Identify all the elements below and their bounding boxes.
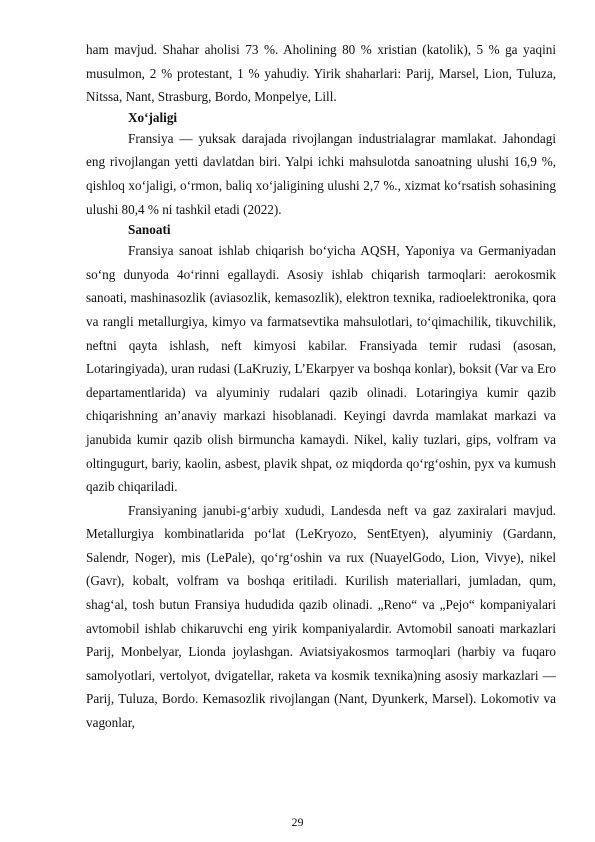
page-number: 29 bbox=[291, 815, 304, 829]
southwest-paragraph: Fransiyaning janubi-g‘arbiy xududi, Landesda neft va gaz zaxiralari mavjud. Metallurgiya kombinatlarida po‘lat (LeKryozo, SentEtyen), alyuminiy (Gardann, Salendr, Noger), mis (LePale), qo‘rg‘oshin va rux (NuayelGodo, Lion, Vivye), nikel (Gavr), kobalt, volfram va boshqa eritiladi. Kurilish materiallari, jumladan, qum, shag‘al, tosh butun Fransiya hududida qazib olinadi. „Reno“ va „Pejo“ kompaniyalari avtomobil ishlab chikaruvchi eng yirik kompaniyalardir. Avtomobil sanoati markazlari Parij, Monbelyar, Lionda joylashgan. Aviatsiyakosmos tarmoqlari (harbiy va fuqaro samolyotlari, vertolyot, dvigatellar, raketa va kosmik texnika)ning asosiy markazlari — Parij, Tuluza, Bordo. Kemasozlik rivojlangan (Nant, Dyunkerk, Marsel). Lokomotiv va vagonlar, bbox=[86, 502, 556, 731]
section-heading-industry: Sanoati bbox=[128, 222, 171, 238]
intro-paragraph: ham mavjud. Shahar aholisi 73 %. Aholining 80 % xristian (katolik), 5 % ga yaqini musulmon, 2 % protestant, 1 % yahudiy. Yirik shaharlari: Parij, Marsel, Lion, Tuluza, Nitssa, Nant, Strasburg, Bordo, Monpelye, Lill. bbox=[86, 42, 556, 105]
agriculture-paragraph: Fransiya — yuksak darajada rivojlangan industrialagrar mamlakat. Jahondagi eng rivojlangan yetti davlatdan biri. Yalpi ichki mahsulotda sanoatning ulushi 16,9 %, qishloq xo‘jaligi, o‘rmon, baliq xo‘jaligining ulushi 2,7 %., xizmat ko‘rsatish sohasining ulushi 80,4 % ni tashkil etadi (2022). bbox=[86, 130, 556, 217]
industry-paragraph: Fransiya sanoat ishlab chiqarish bo‘yicha AQSH, Yaponiya va Germaniyadan so‘ng dunyoda 4o‘rinni egallaydi. Asosiy ishlab chiqarish tarmoqlari: aerokosmik sanoati, mashinasozlik (aviasozlik, kemasozlik), elektron texnika, radioelektronika, qora va rangli metallurgiya, kimyo va farmatsevtika mahsulotlari, to‘qimachilik, tikuvchilik, neftni qayta ishlash, neft kimyosi kabilar. Fransiyada temir rudasi (asosan, Lotaringiyada), uran rudasi (LaKruziy, L’Ekarpyer va boshqa konlar), boksit (Var va Ero departamentlarida) va alyuminiy rudalari qazib olinadi. Lotaringiya kumir qazib chiqarishning an’anaviy markazi hisoblanadi. Keyingi davrda mamlakat markazi va janubida kumir qazib olish birmuncha kamaydi. Nikel, kaliy tuzlari, gips, volfram va oltingugurt, bariy, kaolin, asbest, plavik shpat, oz miqdorda qo‘rg‘oshin, pyx va kumush qazib chiqariladi. bbox=[86, 243, 556, 495]
section-heading-agriculture: Xo‘jaligi bbox=[128, 109, 178, 125]
document-page bbox=[86, 38, 556, 735]
